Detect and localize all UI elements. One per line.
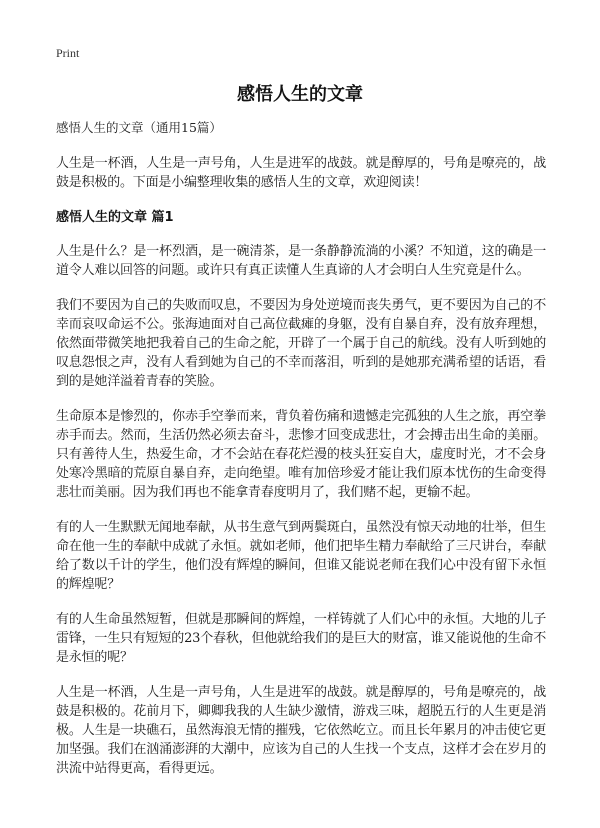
article-body bbox=[56, 118, 546, 794]
article-paragraph: 生命原本是惨烈的，你赤手空拳而来，背负着伤痛和遗憾走完孤独的人生之旅，再空拳赤手而去。然而，生活仍然必须去奋斗，悲惨才回变成悲壮，才会搏击出生命的美丽。只有善待人生，热爱生命，才不会站在春花烂漫的枝头狂妄自大，虚度时光，才不会身处寒冷黑暗的荒原自暴自弃，走向绝望。唯有加倍珍爱才能让我们原本忧伤的生命变得悲壮而美丽。因为我们再也不能拿青春度明月了，我们赌不起，更输不起。 bbox=[56, 409, 546, 500]
article-paragraph: 我们不要因为自己的失败而叹息，不要因为身处逆境而丧失勇气，更不要因为自己的不幸而哀叹命运不公。张海迪面对自己高位截瘫的身躯，没有自暴自弃，没有放弃理想，依然面带微笑地把我着自己的生命之舵，开辟了一个属于自己的航线。没有人听到她的叹息怨恨之声，没有人看到她为自己的不幸而落泪，听到的是她那充满希望的话语，看到的是她洋溢着青春的笑脸。 bbox=[56, 298, 546, 389]
print-link[interactable]: Print bbox=[56, 46, 80, 60]
intro-paragraph: 人生是一杯酒，人生是一声号角，人生是进军的战鼓。就是醇厚的，号角是嘹亮的，战鼓是积极的。下面是小编整理收集的感悟人生的文章，欢迎阅读！ bbox=[56, 156, 546, 190]
article-paragraph: 有的人一生默默无闻地奉献，从书生意气到两鬓斑白，虽然没有惊天动地的壮举，但生命在他一生的奉献中成就了永恒。就如老师，他们把毕生精力奉献给了三尺讲台，奉献给了数以千计的学生，他们没有辉煌的瞬间，但谁又能说老师在我们心中没有留下永恒的辉煌呢？ bbox=[56, 520, 546, 592]
article-paragraph: 有的人生命虽然短暂，但就是那瞬间的辉煌，一样铸就了人们心中的永恒。大地的儿子雷锋，一生只有短短的23个春秋，但他就给我们的是巨大的财富，谁又能说他的生命不是永恒的呢？ bbox=[56, 612, 546, 665]
article-subtitle: 感悟人生的文章（通用15篇） bbox=[56, 120, 222, 135]
article-paragraph: 人生是一杯酒，人生是一声号角，人生是进军的战鼓。就是醇厚的，号角是嘹亮的，战鼓是积极的。花前月下，卿卿我我的人生缺少激情，游戏三味，超脱五行的人生更是消极。人生是一块礁石，虽然海浪无情的摧残，它依然屹立。而且长年累月的冲击使它更加坚强。我们在汹涌澎湃的大潮中，应该为自己的人生找一个支点，这样才会在岁月的洪流中站得更高，看得更远。 bbox=[56, 685, 546, 776]
page-title: 感悟人生的文章 bbox=[237, 84, 363, 105]
section-heading: 感悟人生的文章 篇1 bbox=[56, 210, 174, 225]
article-paragraph: 人生是什么？是一杯烈酒，是一碗清茶，是一条静静流淌的小溪？不知道，这的确是一道令人难以回答的问题。或许只有真正读懂人生真谛的人才会明白人生究竟是什么。 bbox=[56, 244, 546, 278]
